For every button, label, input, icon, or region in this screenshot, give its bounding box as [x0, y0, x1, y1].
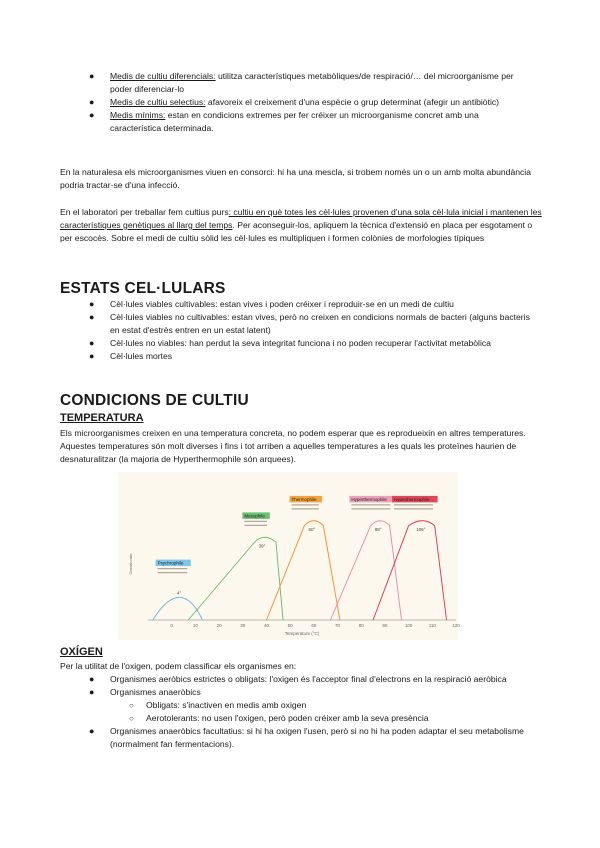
list-item: ● Medis mínims: estan en condicions extremes per fer créixer un microorganisme concret amb una característica determinada.	[89, 110, 479, 133]
term: Medis mínims:	[110, 110, 166, 120]
optimum-temperature-label: 39°	[258, 543, 266, 549]
oxygen-intro: Per la utilitat de l'oxigen, podem classificar els organismes en:	[60, 661, 297, 671]
section-heading-cell-states: ESTATS CEL·LULARS	[60, 280, 226, 297]
series-name-label: Mesophile	[244, 513, 265, 519]
x-tick-label: 100	[404, 623, 413, 628]
subheading-oxygen: OXÍGEN	[60, 646, 103, 658]
list-item: ● Organismes aeròbics estrictes o obligats: l'oxigen és l'acceptor final d'electrons en la respiració aeròbica	[89, 674, 507, 684]
series-name-label: Hyperthermophile	[351, 496, 387, 502]
x-tick-label: 50	[287, 623, 293, 628]
chart-svg	[118, 472, 458, 640]
bullet: ●	[89, 71, 95, 81]
list-item: ● Cèl·lules mortes	[89, 351, 173, 361]
x-tick-label: 20	[216, 623, 222, 628]
term: Medis de cultiu selectius:	[110, 97, 206, 107]
list-item: ● Cèl·lules viables cultivables: estan vives i poden créixer i reproduir-se en un medi de cultiu	[89, 299, 454, 309]
x-tick-label: 120	[452, 623, 460, 628]
lab-paragraph: En el laboratori per treballar fem cultius purs: cultiu en què totes les cèl·lules provenen d'una sola cèl·lula inicial i mantenen les característiques genètiques al llarg del temps. Per aconseguir-los, apliquem la tècnica d'extensió en placa per esgotament o per escocès. Sobre el medi de cultiu sòlid les cèl·lules es multipliquen i formen colònies de morfologies típiques	[60, 207, 542, 243]
term: Medis de cultiu diferencials:	[110, 71, 216, 81]
sub-list-item: ○ Obligats: s'inactiven en medis amb oxigen	[129, 700, 307, 710]
section-heading-conditions: CONDICIONS DE CULTIU	[60, 392, 249, 409]
x-tick-label: 30	[240, 623, 246, 628]
list-item: ● Cèl·lules viables no cultivables: estan vives, però no creixen en condicions normals de bacteri (alguns bacteris en estat d'estrès entren en un estat latent)	[89, 312, 530, 335]
optimum-temperature-label: 88°	[374, 526, 382, 532]
subheading-temperature: TEMPERATURA	[60, 412, 144, 424]
x-tick-label: 90	[382, 623, 388, 628]
list-item: ● Organismes anaeròbics facultatius: si hi ha oxigen l'usen, però si no hi ha poden adaptar el seu metabolisme (normalment fan fermentacions).	[89, 726, 524, 749]
bullet: ●	[89, 97, 95, 107]
y-axis-label: Growth rate	[128, 553, 133, 575]
x-tick-label: 80	[358, 623, 364, 628]
series-name-label: Thermophile	[291, 496, 317, 502]
x-tick-label: 40	[263, 623, 269, 628]
optimum-temperature-label: 4°	[177, 590, 182, 596]
sub-list	[110, 699, 542, 725]
series-name-label: Hyperthermophile	[394, 496, 430, 502]
list-item: ● Medis de cultiu diferencials: utilitza característiques metabòliques/de respiració/… del microorganisme per poder diferenciar-lo	[89, 71, 514, 94]
culture-media-list	[89, 70, 530, 135]
sub-list-item: ○ Aerotolerants: no usen l'oxigen, però poden créixer amb la seva presència	[129, 713, 429, 723]
x-tick-label: 60	[311, 623, 317, 628]
bullet: ●	[89, 110, 95, 120]
nature-paragraph: En la naturalesa els microorganismes viuen en consorci: hi ha una mescla, si trobem només un o un amb molta abundància podria tractar-se d'una infecció.	[60, 167, 531, 190]
x-axis-label: Temperature (°C)	[284, 631, 320, 636]
x-tick-label: 10	[192, 623, 198, 628]
list-item: ● Medis de cultiu selectius: afavoreix el creixement d'una espècie o grup determinat (afegir un antibiòtic)	[89, 97, 500, 107]
temperature-paragraph: Els microorganismes creixen en una temperatura concreta, no podem esperar que es reprodueixin en altres temperatures. Aquestes temperatures són molt diverses i fins i tot arriben a aquelles temperatures a les quals les proteïnes haurien de desnaturalitzar (la majoria de Hyperthermophile són arquees).	[60, 428, 526, 464]
x-tick-label: 110	[428, 623, 436, 628]
x-tick-label: 0	[170, 623, 173, 628]
oxygen-list	[89, 673, 542, 751]
list-item: ● Organismes anaeròbics ○ Obligats: s'inactiven en medis amb oxigen ○ Aerotolerants: no usen l'oxigen, però poden créixer amb la seva presència	[110, 686, 542, 725]
temperature-growth-chart	[118, 472, 458, 640]
optimum-temperature-label: 106°	[416, 526, 426, 532]
x-tick-label: 70	[335, 623, 341, 628]
list-item: ● Cèl·lules no viables: han perdut la seva integritat funciona i no poden recuperar l'activitat metabòlica	[89, 338, 491, 348]
optimum-temperature-label: 60°	[308, 526, 316, 532]
cell-states-list	[89, 298, 540, 363]
series-name-label: Psychrophile	[157, 560, 184, 566]
